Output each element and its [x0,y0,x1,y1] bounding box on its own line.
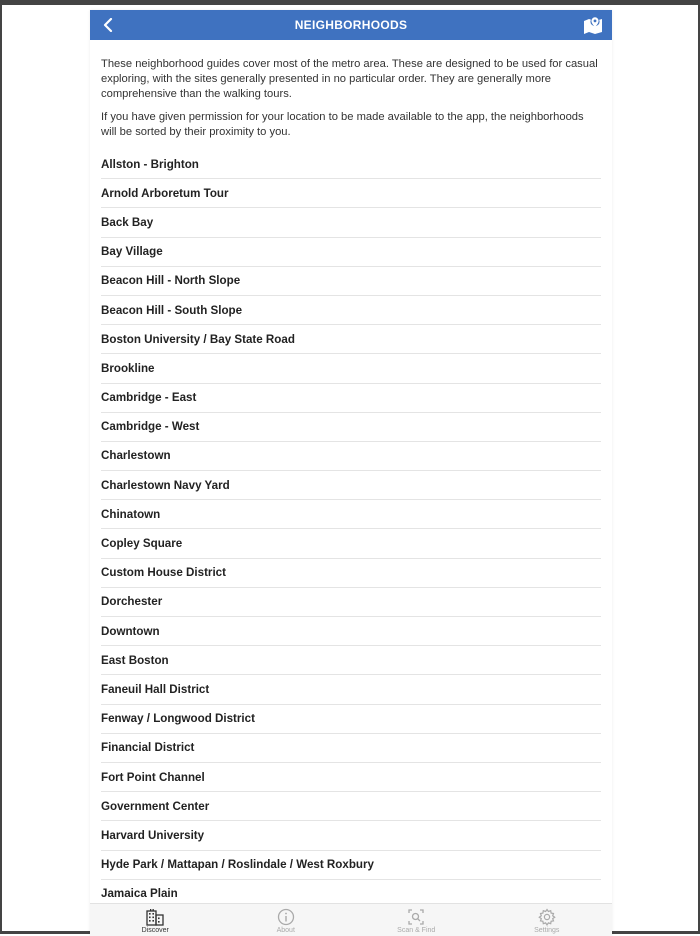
neighborhood-label: Back Bay [101,215,154,229]
neighborhood-row[interactable] [101,617,601,646]
neighborhood-row[interactable] [101,763,601,792]
neighborhood-row[interactable] [101,296,601,325]
neighborhood-label: Custom House District [101,566,226,580]
neighborhood-row[interactable] [101,208,601,237]
neighborhood-row[interactable] [101,792,601,821]
neighborhood-row[interactable] [101,354,601,383]
neighborhood-label: Jamaica Plain [101,887,178,901]
neighborhood-label: Charlestown Navy Yard [101,478,230,492]
neighborhood-label: Chinatown [101,507,161,521]
neighborhood-row[interactable] [101,179,601,208]
neighborhood-label: Government Center [101,799,210,813]
neighborhood-label: Hyde Park / Mattapan / Roslindale / West Roxbury [101,858,374,872]
app-screen [90,10,612,936]
tab-label: Discover [141,927,169,934]
map-button[interactable] [582,14,604,36]
neighborhood-row[interactable] [101,413,601,442]
buildings-icon [145,908,165,926]
page-title: NEIGHBORHOODS [294,18,408,32]
neighborhood-row[interactable] [101,880,601,904]
tab-label: Scan & Find [397,927,436,934]
tab-settings[interactable] [482,904,613,936]
neighborhood-label: Beacon Hill - South Slope [101,303,243,317]
map-pin-icon [583,16,603,34]
neighborhood-label: East Boston [101,653,169,667]
tab-label: About [276,927,295,934]
nav-bar [90,10,612,40]
neighborhood-label: Downtown [101,624,160,638]
neighborhood-label: Copley Square [101,537,183,551]
neighborhood-row[interactable] [101,529,601,558]
neighborhood-label: Beacon Hill - North Slope [101,274,241,288]
tab-scan-find[interactable] [351,904,482,936]
neighborhood-label: Cambridge - West [101,420,200,434]
neighborhood-row[interactable] [101,238,601,267]
neighborhood-label: Harvard University [101,828,205,842]
gear-icon [537,908,557,926]
neighborhood-row[interactable] [101,325,601,354]
neighborhood-row[interactable] [101,384,601,413]
neighborhood-row[interactable] [101,646,601,675]
neighborhood-label: Brookline [101,361,155,375]
tab-about[interactable] [221,904,352,936]
neighborhood-row[interactable] [101,442,601,471]
neighborhood-list [101,150,601,904]
intro-paragraph-1: These neighborhood guides cover most of the metro area. These are designed to be used for casual exploring, with the sites generally presented in no particular order. They are generally more comprehensive than the walking tours. [101,58,598,100]
neighborhood-row[interactable] [101,705,601,734]
neighborhood-row[interactable] [101,734,601,763]
neighborhood-row[interactable] [101,471,601,500]
neighborhood-label: Allston - Brighton [101,157,199,171]
neighborhood-label: Charlestown [101,449,171,463]
tab-label: Settings [534,927,560,934]
neighborhood-label: Bay Village [101,245,163,259]
intro-paragraph-2: If you have given permission for your location to be made available to the app, the neighborhoods will be sorted by their proximity to you. [101,111,584,138]
info-icon [276,908,296,926]
neighborhood-row[interactable] [101,267,601,296]
neighborhood-label: Arnold Arboretum Tour [101,186,229,200]
neighborhood-label: Faneuil Hall District [101,682,210,696]
neighborhood-row[interactable] [101,851,601,880]
content-scroll[interactable] [90,40,612,904]
neighborhood-label: Cambridge - East [101,391,197,405]
chevron-left-icon [103,18,113,32]
back-button[interactable] [98,15,118,35]
neighborhood-label: Financial District [101,741,195,755]
neighborhood-label: Dorchester [101,595,163,609]
neighborhood-label: Boston University / Bay State Road [101,332,295,346]
neighborhood-row[interactable] [101,150,601,179]
neighborhood-row[interactable] [101,588,601,617]
neighborhood-row[interactable] [101,821,601,850]
scan-icon [406,908,426,926]
intro-text [90,40,612,140]
neighborhood-label: Fort Point Channel [101,770,205,784]
neighborhood-row[interactable] [101,559,601,588]
neighborhood-row[interactable] [101,500,601,529]
neighborhood-row[interactable] [101,675,601,704]
tab-bar [90,903,612,936]
neighborhood-label: Fenway / Longwood District [101,712,255,726]
tab-discover[interactable] [90,904,221,936]
